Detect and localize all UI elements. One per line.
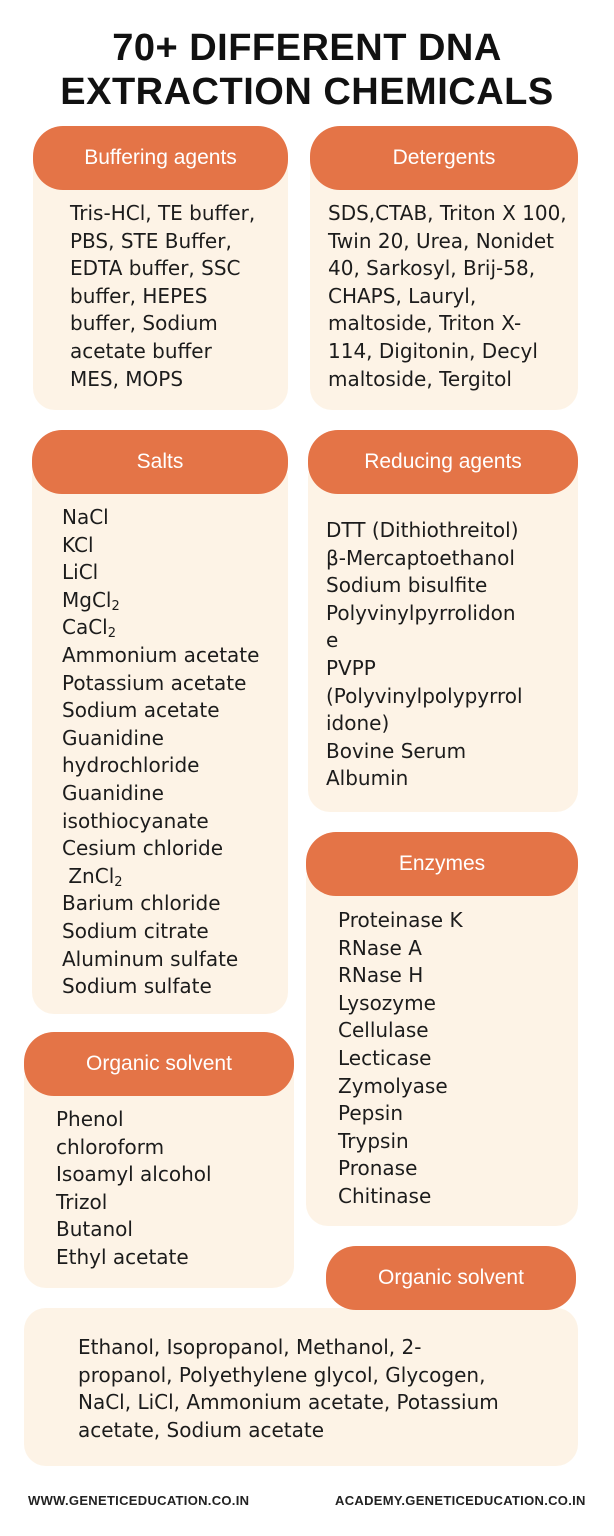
salt-item-label: Sodium acetate (62, 698, 220, 723)
salt-item-label: Sodium sulfate (62, 974, 212, 999)
reducing-heading: Reducing agents (308, 430, 578, 494)
salt-subscript: 2 (114, 874, 123, 890)
salt-item-label: ZnCl (62, 863, 115, 888)
salt-item-label: Guanidine (62, 725, 164, 750)
salt-item (62, 835, 288, 863)
organic-solvent-list-1: Phenol chloroform Isoamyl alcohol Trizol Butanol Ethyl acetate (56, 1107, 212, 1269)
salt-item (62, 918, 288, 946)
enzymes-heading: Enzymes (306, 832, 578, 896)
page-title (0, 26, 614, 114)
detergents-heading: Detergents (310, 126, 578, 190)
salt-item-label: CaCl (62, 615, 108, 640)
organic-solvent-list-2: Ethanol, Isopropanol, Methanol, 2- propanol, Polyethylene glycol, Glycogen, NaCl, LiCl, Ammonium acetate, Potassium acetate, Sodium acetate (78, 1335, 499, 1442)
organic-solvent-heading-2: Organic solvent (326, 1246, 576, 1310)
salt-item (62, 725, 288, 753)
salt-item (62, 946, 288, 974)
title-line-2: EXTRACTION CHEMICALS (60, 71, 554, 113)
salt-item-label: KCl (62, 532, 94, 557)
salt-item-label: hydrochloride (62, 753, 200, 778)
enzymes-list: Proteinase K RNase A RNase H Lysozyme Cellulase Lecticase Zymolyase Pepsin Trypsin Pronase Chitinase (338, 908, 463, 1208)
salt-item (62, 890, 288, 918)
salt-item (62, 697, 288, 725)
salt-item-label: Sodium citrate (62, 918, 209, 943)
salt-item (62, 780, 288, 808)
footer-website[interactable]: WWW.GENETICEDUCATION.CO.IN (28, 1493, 250, 1508)
salt-item-label: Barium chloride (62, 891, 221, 916)
salt-item (62, 559, 288, 587)
salt-item (62, 587, 288, 615)
salt-subscript: 2 (107, 626, 117, 642)
salt-item-label: NaCl (62, 505, 109, 529)
salts-heading: Salts (32, 430, 288, 494)
salt-item (62, 973, 288, 1001)
salt-item-label: Ammonium acetate (62, 642, 260, 667)
buffering-list: Tris-HCl, TE buffer, PBS, STE Buffer, EDTA buffer, SSC buffer, HEPES buffer, Sodium acetate buffer MES, MOPS (70, 201, 256, 391)
buffering-heading: Buffering agents (33, 126, 288, 190)
salt-item (62, 642, 288, 670)
salt-item (62, 532, 288, 560)
salt-item-label: Guanidine (62, 780, 164, 805)
salt-item (62, 808, 288, 836)
detergents-list: SDS,CTAB, Triton X 100, Twin 20, Urea, Nonidet 40, Sarkosyl, Brij-58, CHAPS, Lauryl, maltoside, Triton X- 114, Digitonin, Decyl maltoside, Tergitol (328, 201, 567, 391)
salt-item-label: isothiocyanate (62, 808, 209, 833)
salt-item (62, 504, 288, 532)
salt-item-label: MgCl (62, 587, 112, 612)
salt-item (62, 670, 288, 698)
reducing-list: DTT (Dithiothreitol) β-Mercaptoethanol Sodium bisulfite Polyvinylpyrrolidon e PVPP (Polyvinylpolypyrrol idone) Bovine Serum Albumin (326, 518, 523, 791)
salt-item-label: LiCl (62, 560, 99, 585)
salts-list (62, 504, 288, 1001)
salt-item (62, 752, 288, 780)
salt-item (62, 863, 288, 891)
salt-item-label: Cesium chloride (62, 836, 224, 861)
salt-item-label: Aluminum sulfate (62, 946, 239, 971)
salt-item (62, 614, 288, 642)
salt-item-label: Potassium acetate (62, 670, 247, 695)
title-line-1: 70+ DIFFERENT DNA (112, 27, 502, 69)
salt-subscript: 2 (111, 598, 120, 614)
organic-solvent-heading-1: Organic solvent (24, 1032, 294, 1096)
footer-academy-website[interactable]: ACADEMY.GENETICEDUCATION.CO.IN (335, 1493, 586, 1508)
